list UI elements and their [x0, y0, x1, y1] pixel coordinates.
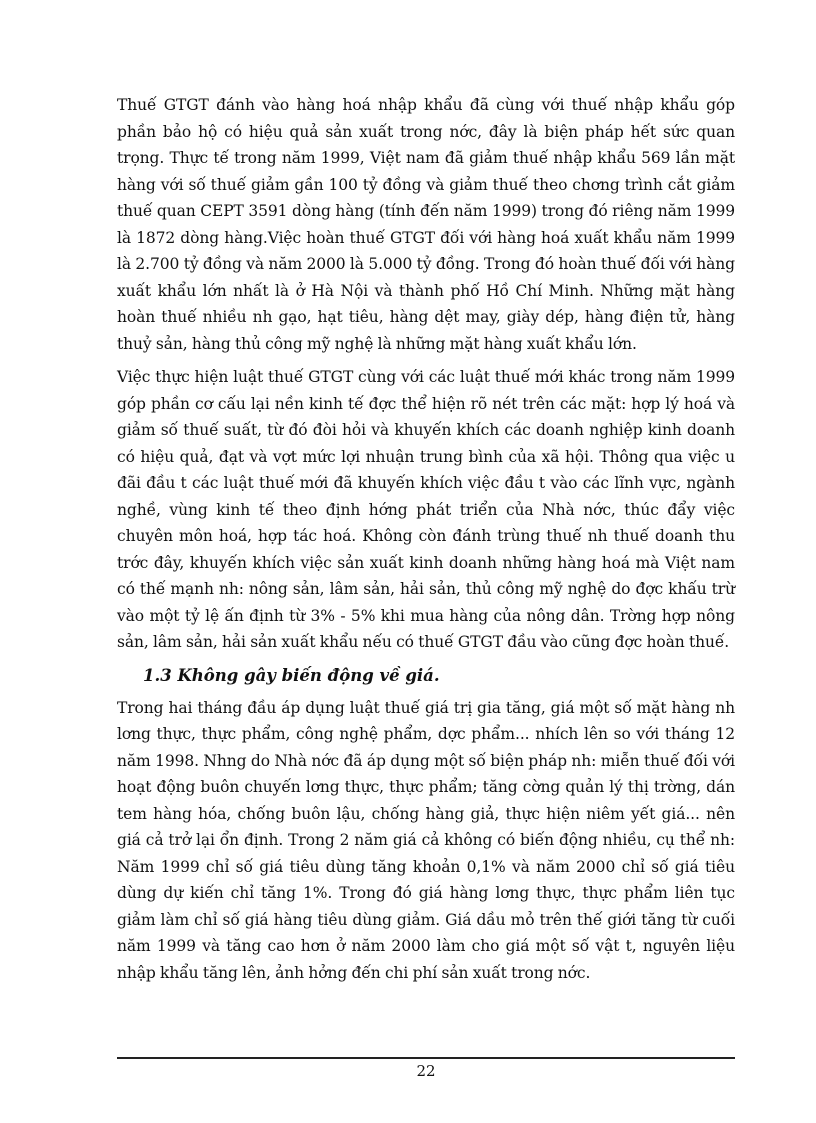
page-number: 22 — [416, 1062, 436, 1080]
paragraph-economic-restructuring: Việc thực hiện luật thuế GTGT cùng với các luật thuế mới khác trong năm 1999 góp phần cơ cấu lại nền kinh tế đợc thể hiện rõ nét trên các mặt: hợp lý hoá và giảm số thuế suất, từ đó đòi hỏi và khuyến khích các doanh nghiệp kinh doanh có hiệu quả, đạt và vợt mức lợi nhuận trung bình của xã hội. Thông qua việc u đãi đầu t các luật thuế mới đã khuyến khích việc đầu t vào các lĩnh vực, ngành nghề, vùng kinh tế theo định hớng phát triển của Nhà nớc, thúc đẩy việc chuyên môn hoá, hợp tác hoá. Không còn đánh trùng thuế nh thuế doanh thu trớc đây, khuyến khích việc sản xuất kinh doanh những hàng hoá mà Việt nam có thế mạnh nh: nông sản, lâm sản, hải sản, thủ công mỹ nghệ do đợc khấu trừ vào một tỷ lệ ấn định từ 3% - 5% khi mua hàng của nông dân. Trờng hợp nông sản, lâm sản, hải sản xuất khẩu nếu có thuế GTGT đầu vào cũng đợc hoàn thuế. — [117, 368, 735, 651]
document-body — [117, 92, 735, 993]
paragraph-price-stability: Trong hai tháng đầu áp dụng luật thuế giá trị gia tăng, giá một số mặt hàng nh lơng thực, thực phẩm, công nghệ phẩm, dợc phẩm... nhích lên so với tháng 12 năm 1998. Nhng do Nhà nớc đã áp dụng một số biện pháp nh: miễn thuế đối với hoạt động buôn chuyến lơng thực, thực phẩm; tăng cờng quản lý thị trờng, dán tem hàng hóa, chống buôn lậu, chống hàng giả, thực hiện niêm yết giá... nên giá cả trở lại ổn định. Trong 2 năm giá cả không có biến động nhiều, cụ thể nh: Năm 1999 chỉ số giá tiêu dùng tăng khoản 0,1% và năm 2000 chỉ số giá tiêu dùng dự kiến chỉ tăng 1%. Trong đó giá hàng lơng thực, thực phẩm liên tục giảm làm chỉ số giá hàng tiêu dùng giảm. Giá dầu mỏ trên thế giới tăng từ cuối năm 1999 và tăng cao hơn ở năm 2000 làm cho giá một số vật t, nguyên liệu nhập khẩu tăng lên, ảnh hởng đến chi phí sản xuất trong nớc. — [117, 698, 735, 982]
section-heading: 1.3 Không gây biến động về giá. — [143, 665, 440, 685]
paragraph-vat-imports: Thuế GTGT đánh vào hàng hoá nhập khẩu đã cùng với thuế nhập khẩu góp phần bảo hộ có hiệu quả sản xuất trong nớc, đây là biện pháp hết sức quan trọng. Thực tế trong năm 1999, Việt nam đã giảm thuế nhập khẩu 569 lần mặt hàng với số thuế giảm gần 100 tỷ đồng và giảm thuế theo chơng trình cắt giảm thuế quan CEPT 3591 dòng hàng (tính đến năm 1999) trong đó riêng năm 1999 là 1872 dòng hàng.Việc hoàn thuế GTGT đối với hàng hoá xuất khẩu năm 1999 là 2.700 tỷ đồng và năm 2000 là 5.000 tỷ đồng. Trong đó hoàn thuế đối với hàng xuất khẩu lớn nhất là ở Hà Nội và thành phố Hồ Chí Minh. Những mặt hàng hoàn thuế nhiều nh gạo, hạt tiêu, hàng dệt may, giày dép, hàng điện tử, hàng thuỷ sản, hàng thủ công mỹ nghệ là những mặt hàng xuất khẩu lớn. — [117, 96, 735, 353]
footer-divider — [117, 1057, 735, 1059]
